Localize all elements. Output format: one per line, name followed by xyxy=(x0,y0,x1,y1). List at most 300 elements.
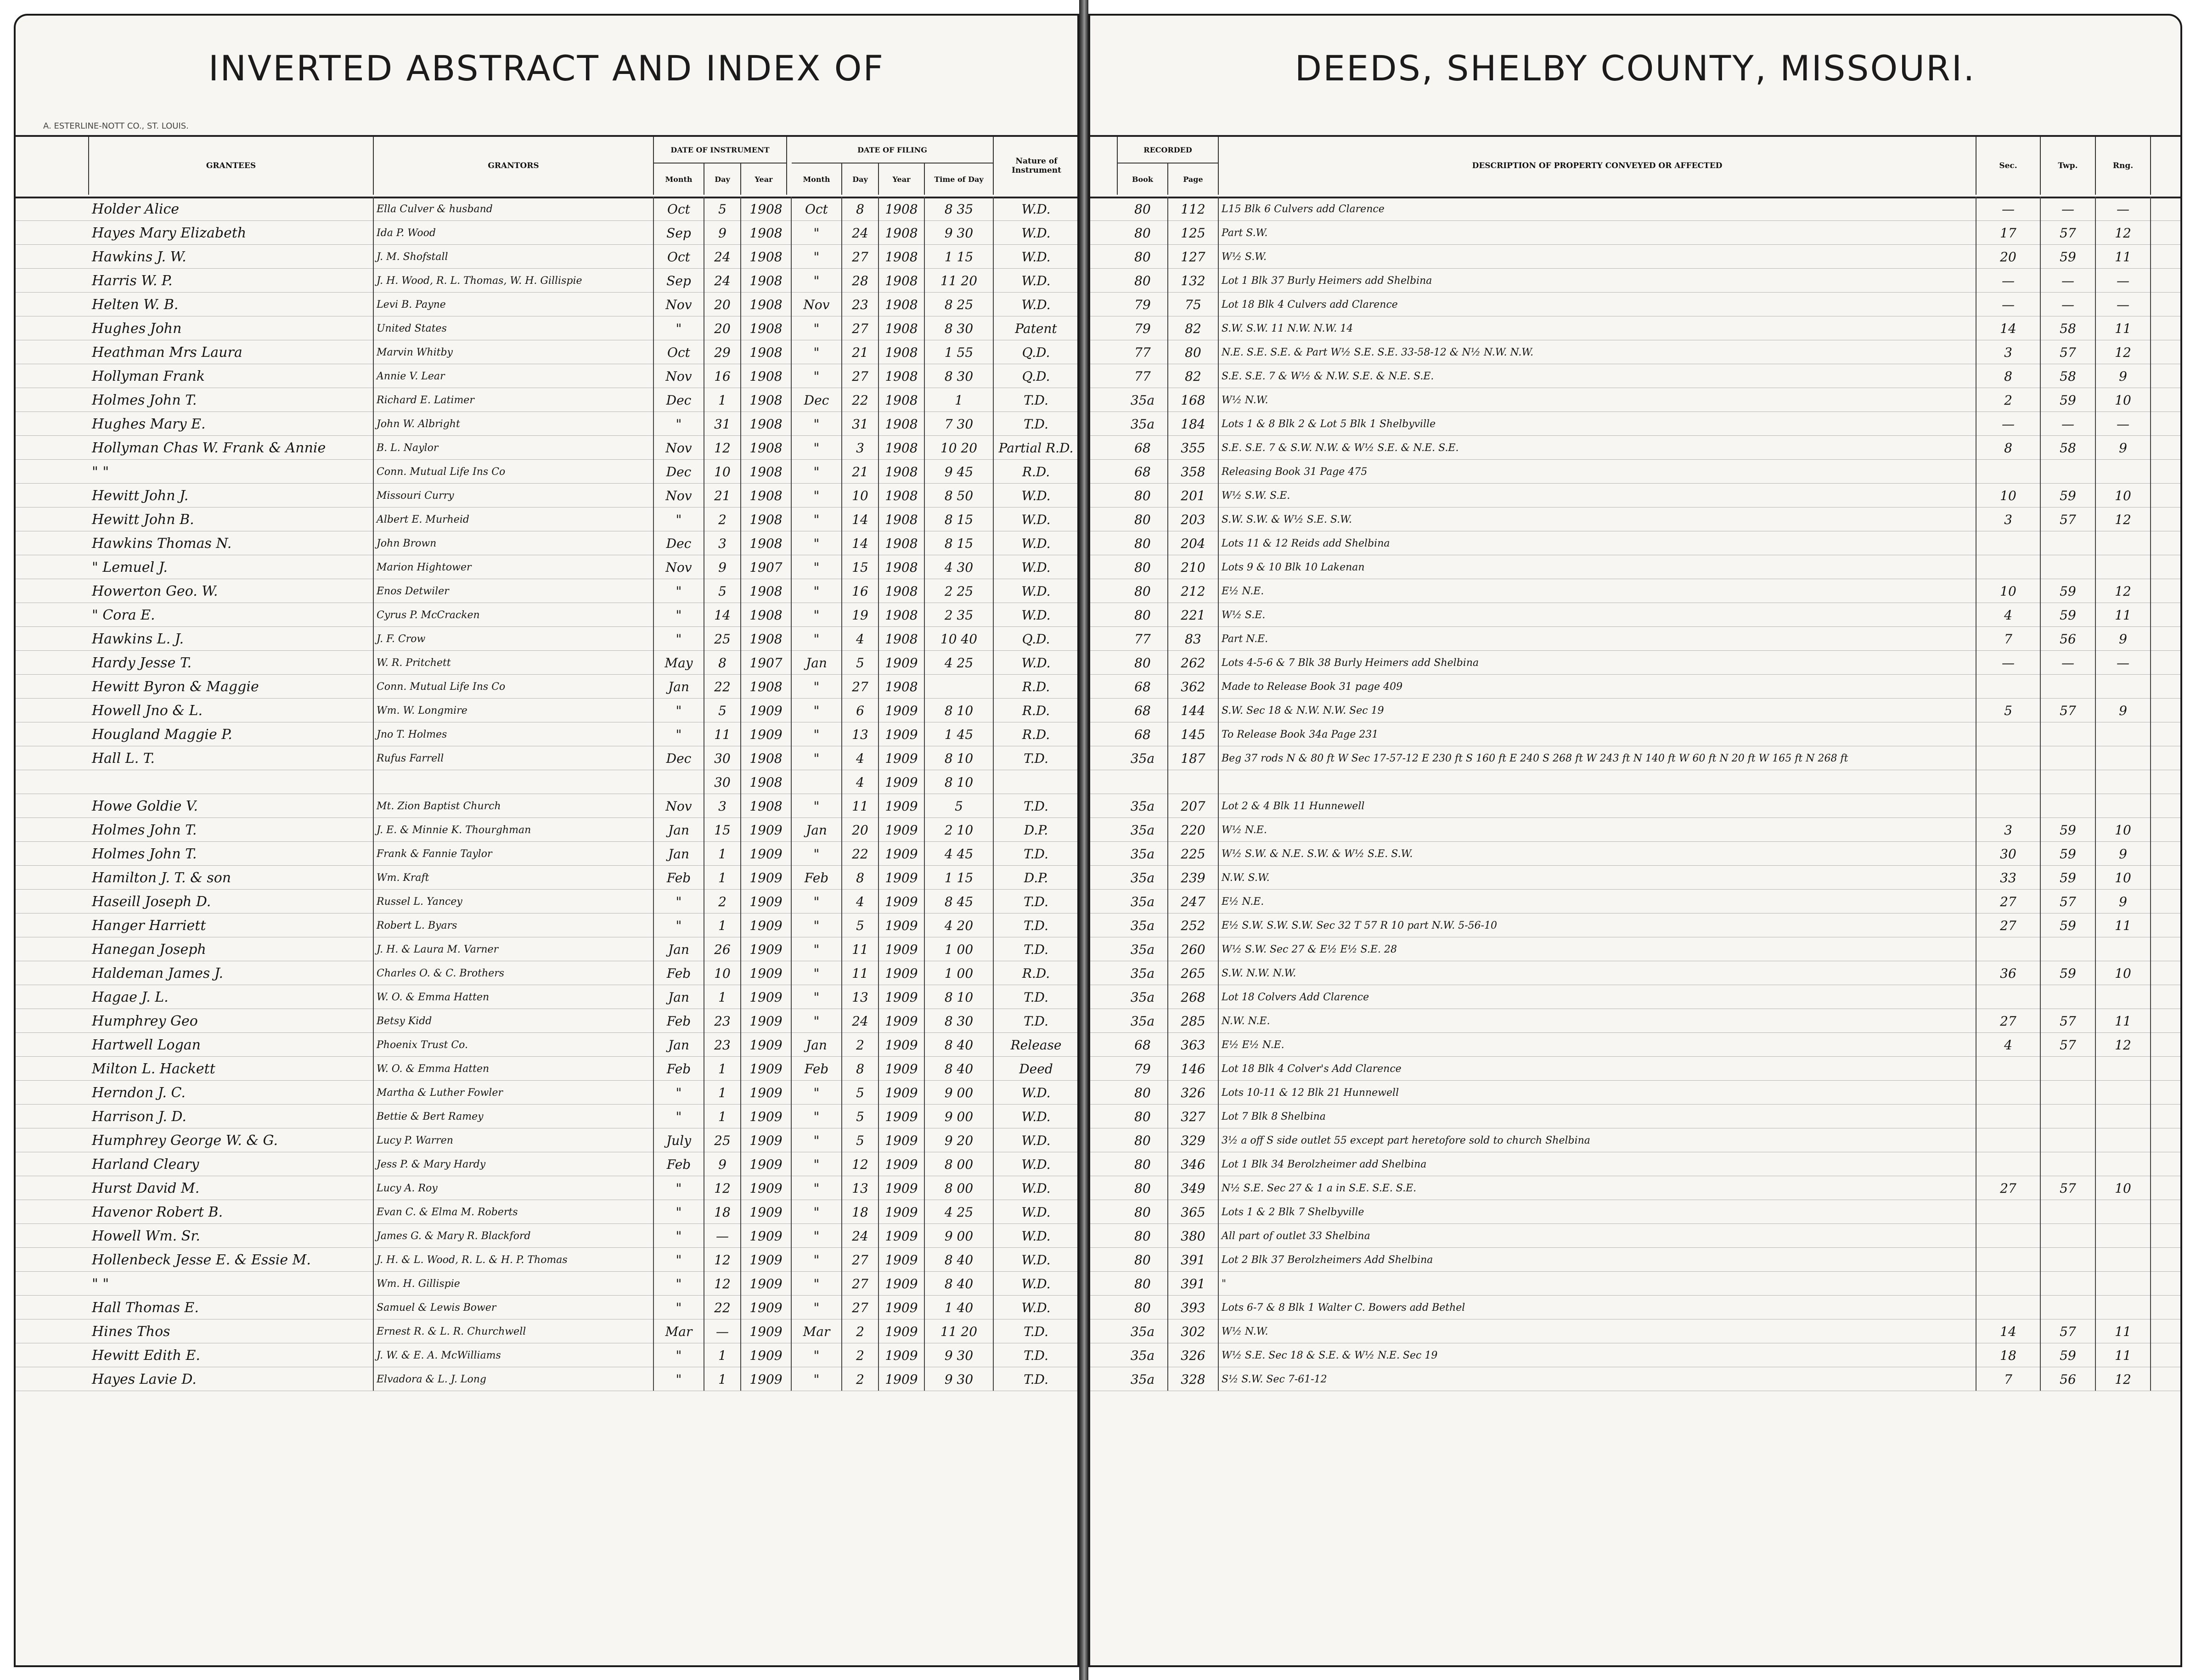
right-entry-row xyxy=(1090,1200,2180,1224)
instrument-month-cell: " xyxy=(654,1080,704,1104)
left-entry-row xyxy=(16,746,1077,770)
sec-cell xyxy=(1976,1223,2041,1247)
nature-cell: T.D. xyxy=(994,794,1079,817)
grantor-cell: Phoenix Trust Co. xyxy=(374,1032,654,1056)
nature-cell: T.D. xyxy=(994,1009,1079,1032)
date-of-instrument-header: DATE OF INSTRUMENT xyxy=(654,137,787,163)
twp-cell xyxy=(2041,794,2096,817)
grantee-cell: Howe Goldie V. xyxy=(89,794,374,817)
rng-cell xyxy=(2096,674,2151,698)
twp-cell: 58 xyxy=(2041,316,2096,340)
time-of-day-cell: 1 xyxy=(925,388,994,412)
twp-cell: — xyxy=(2041,292,2096,316)
description-cell: 3½ a off S side outlet 55 except part heretofore sold to church Shelbina xyxy=(1219,1128,1976,1152)
nature-cell: R.D. xyxy=(994,459,1079,483)
description-cell: Lots 1 & 8 Blk 2 & Lot 5 Blk 1 Shelbyville xyxy=(1219,412,1976,435)
filing-year-cell: 1909 xyxy=(879,1295,925,1319)
grantee-cell: Hollyman Chas W. Frank & Annie xyxy=(89,435,374,459)
page-cell: 391 xyxy=(1168,1247,1219,1271)
instrument-month-cell: " xyxy=(654,913,704,937)
left-entry-row xyxy=(16,913,1077,937)
sec-cell: 7 xyxy=(1976,626,2041,650)
twp-cell: 57 xyxy=(2041,889,2096,913)
grantee-cell: Hewitt John J. xyxy=(89,483,374,507)
description-cell: W½ S.W. & N.E. S.W. & W½ S.E. S.W. xyxy=(1219,841,1976,865)
description-cell: E½ N.E. xyxy=(1219,889,1976,913)
instrument-month-cell: Oct xyxy=(654,244,704,268)
book-cell: 77 xyxy=(1118,364,1168,388)
grantor-cell: Missouri Curry xyxy=(374,483,654,507)
instrument-year-cell: 1908 xyxy=(741,316,792,340)
rng-cell: 11 xyxy=(2096,316,2151,340)
rng-cell: — xyxy=(2096,412,2151,435)
filing-month-cell: " xyxy=(792,1367,842,1391)
twp-cell: 58 xyxy=(2041,364,2096,388)
instrument-year-cell: 1908 xyxy=(741,746,792,770)
right-entry-row xyxy=(1090,889,2180,913)
right-entry-row xyxy=(1090,1343,2180,1367)
twp-cell: 59 xyxy=(2041,913,2096,937)
rng-cell: 10 xyxy=(2096,961,2151,985)
instrument-day-cell: 2 xyxy=(704,889,741,913)
margin-header xyxy=(16,137,89,195)
filing-year-cell: 1909 xyxy=(879,1271,925,1295)
book-cell: 80 xyxy=(1118,1200,1168,1223)
instrument-day-cell: 23 xyxy=(704,1032,741,1056)
instrument-month-cell: " xyxy=(654,1223,704,1247)
description-cell: S.W. N.W. N.W. xyxy=(1219,961,1976,985)
description-cell: Lot 18 Colvers Add Clarence xyxy=(1219,985,1976,1009)
filing-month-cell: " xyxy=(792,1223,842,1247)
description-cell: S.W. S.W. & W½ S.E. S.W. xyxy=(1219,507,1976,531)
nature-cell: Deed xyxy=(994,1056,1079,1080)
page-cell: 239 xyxy=(1168,865,1219,889)
description-cell: Releasing Book 31 Page 475 xyxy=(1219,459,1976,483)
grantee-cell: Haseill Joseph D. xyxy=(89,889,374,913)
right-entry-row xyxy=(1090,1247,2180,1272)
book-cell: 35a xyxy=(1118,746,1168,770)
page-cell: 247 xyxy=(1168,889,1219,913)
page-cell: 220 xyxy=(1168,817,1219,841)
filing-month-cell: " xyxy=(792,626,842,650)
time-of-day-cell: 8 10 xyxy=(925,985,994,1009)
grantor-cell: Ella Culver & husband xyxy=(374,197,654,220)
rng-cell: 10 xyxy=(2096,1176,2151,1200)
filing-month-cell: " xyxy=(792,1343,842,1367)
left-entry-row xyxy=(16,1343,1077,1367)
time-of-day-cell: 4 30 xyxy=(925,555,994,579)
page-cell: 203 xyxy=(1168,507,1219,531)
filing-day-cell: 2 xyxy=(842,1367,879,1391)
filing-day-cell: 24 xyxy=(842,1223,879,1247)
grantor-cell: Mt. Zion Baptist Church xyxy=(374,794,654,817)
filing-year-cell: 1909 xyxy=(879,770,925,794)
filing-year-cell: 1909 xyxy=(879,985,925,1009)
filing-year-cell: 1909 xyxy=(879,1319,925,1343)
nature-cell: W.D. xyxy=(994,268,1079,292)
time-of-day-cell: 8 30 xyxy=(925,364,994,388)
instrument-year-cell: 1909 xyxy=(741,1343,792,1367)
filing-year-header: Year xyxy=(879,163,925,195)
filing-month-cell: " xyxy=(792,794,842,817)
book-cell: 80 xyxy=(1118,197,1168,220)
time-of-day-cell: 8 10 xyxy=(925,770,994,794)
book-cell: 80 xyxy=(1118,507,1168,531)
filing-year-cell: 1909 xyxy=(879,1152,925,1176)
instrument-year-cell: 1908 xyxy=(741,531,792,555)
grantor-cell: United States xyxy=(374,316,654,340)
grantee-cell: Hughes John xyxy=(89,316,374,340)
book-cell: 68 xyxy=(1118,435,1168,459)
grantor-cell: W. O. & Emma Hatten xyxy=(374,1056,654,1080)
grantor-cell: Marvin Whitby xyxy=(374,340,654,364)
filing-year-cell: 1908 xyxy=(879,197,925,220)
grantor-cell: Frank & Fannie Taylor xyxy=(374,841,654,865)
book-cell: 80 xyxy=(1118,268,1168,292)
right-entry-row xyxy=(1090,268,2180,293)
rng-cell: 10 xyxy=(2096,817,2151,841)
page-cell: 380 xyxy=(1168,1223,1219,1247)
left-entry-row xyxy=(16,244,1077,269)
grantee-cell: Hayes Mary Elizabeth xyxy=(89,220,374,244)
rng-cell: — xyxy=(2096,197,2151,220)
filing-year-cell: 1909 xyxy=(879,794,925,817)
book-cell: 68 xyxy=(1118,698,1168,722)
instrument-year-cell: 1908 xyxy=(741,579,792,603)
instrument-year-cell: 1909 xyxy=(741,841,792,865)
nature-cell: W.D. xyxy=(994,1223,1079,1247)
nature-cell: W.D. xyxy=(994,650,1079,674)
grantee-cell: Hougland Maggie P. xyxy=(89,722,374,746)
description-cell: To Release Book 34a Page 231 xyxy=(1219,722,1976,746)
time-of-day-cell: 8 25 xyxy=(925,292,994,316)
twp-cell: 59 xyxy=(2041,817,2096,841)
instrument-day-cell: 25 xyxy=(704,626,741,650)
instrument-year-cell: 1908 xyxy=(741,483,792,507)
book-cell: 80 xyxy=(1118,579,1168,603)
nature-cell: W.D. xyxy=(994,1295,1079,1319)
rng-cell xyxy=(2096,531,2151,555)
filing-year-cell: 1909 xyxy=(879,1247,925,1271)
filing-month-cell: " xyxy=(792,698,842,722)
twp-cell: 59 xyxy=(2041,961,2096,985)
filing-month-cell: " xyxy=(792,1080,842,1104)
instrument-day-cell: — xyxy=(704,1319,741,1343)
instrument-day-cell: 10 xyxy=(704,961,741,985)
twp-cell: 56 xyxy=(2041,626,2096,650)
instrument-year-cell: 1909 xyxy=(741,1367,792,1391)
twp-cell: 57 xyxy=(2041,1009,2096,1032)
twp-cell xyxy=(2041,937,2096,961)
book-cell: 35a xyxy=(1118,1367,1168,1391)
grantor-cell: Wm. Kraft xyxy=(374,865,654,889)
instrument-day-cell: — xyxy=(704,1223,741,1247)
time-of-day-cell: 8 50 xyxy=(925,483,994,507)
grantee-cell: Hayes Lavie D. xyxy=(89,1367,374,1391)
right-entry-row xyxy=(1090,531,2180,555)
instrument-year-cell: 1908 xyxy=(741,674,792,698)
nature-cell: W.D. xyxy=(994,1176,1079,1200)
instrument-day-cell: 5 xyxy=(704,197,741,220)
instrument-day-cell: 1 xyxy=(704,1080,741,1104)
nature-cell: W.D. xyxy=(994,555,1079,579)
book-gutter xyxy=(1079,0,1088,1680)
twp-cell xyxy=(2041,531,2096,555)
left-entry-row xyxy=(16,889,1077,913)
page-cell: 82 xyxy=(1168,364,1219,388)
filing-month-cell: " xyxy=(792,316,842,340)
filing-year-cell: 1909 xyxy=(879,1367,925,1391)
book-cell: 80 xyxy=(1118,483,1168,507)
page-cell: 391 xyxy=(1168,1271,1219,1295)
instrument-day-cell: 1 xyxy=(704,1367,741,1391)
instrument-year-cell: 1908 xyxy=(741,507,792,531)
filing-year-cell: 1909 xyxy=(879,1223,925,1247)
instrument-day-cell: 24 xyxy=(704,268,741,292)
book-cell: 35a xyxy=(1118,985,1168,1009)
rng-cell xyxy=(2096,555,2151,579)
book-cell: 35a xyxy=(1118,913,1168,937)
description-cell: Lot 1 Blk 34 Berolzheimer add Shelbina xyxy=(1219,1152,1976,1176)
nature-cell: W.D. xyxy=(994,603,1079,626)
left-entry-row xyxy=(16,340,1077,364)
rng-cell: 12 xyxy=(2096,1367,2151,1391)
filing-day-cell: 27 xyxy=(842,1271,879,1295)
grantee-cell: Milton L. Hackett xyxy=(89,1056,374,1080)
grantor-cell: J. W. & E. A. McWilliams xyxy=(374,1343,654,1367)
instrument-month-cell: Jan xyxy=(654,1032,704,1056)
nature-cell: T.D. xyxy=(994,388,1079,412)
filing-year-cell: 1908 xyxy=(879,364,925,388)
rng-cell: 12 xyxy=(2096,340,2151,364)
right-entry-row xyxy=(1090,316,2180,340)
grantor-cell: Cyrus P. McCracken xyxy=(374,603,654,626)
instrument-day-cell: 1 xyxy=(704,1343,741,1367)
instrument-day-cell: 3 xyxy=(704,531,741,555)
page-cell: 201 xyxy=(1168,483,1219,507)
page-cell: 127 xyxy=(1168,244,1219,268)
right-entry-row xyxy=(1090,579,2180,603)
twp-cell xyxy=(2041,1128,2096,1152)
twp-cell: 59 xyxy=(2041,388,2096,412)
instrument-day-cell: 1 xyxy=(704,1056,741,1080)
filing-day-cell: 5 xyxy=(842,650,879,674)
grantee-cell: " " xyxy=(89,459,374,483)
nature-cell: T.D. xyxy=(994,889,1079,913)
grantor-cell: J. H. Wood, R. L. Thomas, W. H. Gillispie xyxy=(374,268,654,292)
time-of-day-cell: 8 45 xyxy=(925,889,994,913)
filing-year-cell: 1909 xyxy=(879,746,925,770)
page-cell: 260 xyxy=(1168,937,1219,961)
twp-header: Twp. xyxy=(2041,137,2096,195)
nature-cell: W.D. xyxy=(994,1247,1079,1271)
filing-month-cell: " xyxy=(792,531,842,555)
filing-month-cell: " xyxy=(792,841,842,865)
description-cell: Lots 6-7 & 8 Blk 1 Walter C. Bowers add Bethel xyxy=(1219,1295,1976,1319)
filing-year-cell: 1909 xyxy=(879,1128,925,1152)
instrument-day-header: Day xyxy=(704,163,741,195)
filing-day-cell: 8 xyxy=(842,865,879,889)
rng-cell xyxy=(2096,459,2151,483)
filing-year-cell: 1908 xyxy=(879,435,925,459)
filing-month-cell: " xyxy=(792,1009,842,1032)
twp-cell: — xyxy=(2041,268,2096,292)
twp-cell: — xyxy=(2041,650,2096,674)
right-entry-row xyxy=(1090,817,2180,842)
instrument-month-cell: Feb xyxy=(654,961,704,985)
time-of-day-cell: 4 25 xyxy=(925,1200,994,1223)
instrument-day-cell: 5 xyxy=(704,698,741,722)
filing-day-cell: 21 xyxy=(842,459,879,483)
time-of-day-cell: 2 35 xyxy=(925,603,994,626)
description-cell: S½ S.W. Sec 7-61-12 xyxy=(1219,1367,1976,1391)
nature-cell: W.D. xyxy=(994,1128,1079,1152)
filing-day-cell: 13 xyxy=(842,722,879,746)
grantor-cell: W. O. & Emma Hatten xyxy=(374,985,654,1009)
grantor-cell: Charles O. & C. Brothers xyxy=(374,961,654,985)
right-entry-row xyxy=(1090,244,2180,269)
nature-cell: R.D. xyxy=(994,961,1079,985)
filing-month-cell: " xyxy=(792,913,842,937)
nature-cell: Q.D. xyxy=(994,364,1079,388)
rng-cell: 9 xyxy=(2096,435,2151,459)
instrument-month-cell: " xyxy=(654,1200,704,1223)
instrument-day-cell: 11 xyxy=(704,722,741,746)
grantee-cell: Hewitt Edith E. xyxy=(89,1343,374,1367)
time-of-day-cell: 9 30 xyxy=(925,1343,994,1367)
left-header-row xyxy=(16,135,1077,198)
instrument-year-cell: 1908 xyxy=(741,340,792,364)
nature-cell: Q.D. xyxy=(994,626,1079,650)
instrument-day-cell: 3 xyxy=(704,794,741,817)
right-entry-row xyxy=(1090,1223,2180,1248)
left-entry-row xyxy=(16,865,1077,890)
filing-day-cell: 27 xyxy=(842,364,879,388)
page-cell: 328 xyxy=(1168,1367,1219,1391)
instrument-day-cell: 1 xyxy=(704,388,741,412)
rng-cell: 11 xyxy=(2096,1319,2151,1343)
instrument-month-cell: " xyxy=(654,579,704,603)
instrument-day-cell: 1 xyxy=(704,865,741,889)
sec-cell xyxy=(1976,531,2041,555)
book-cell: 80 xyxy=(1118,1080,1168,1104)
grantee-cell: Harris W. P. xyxy=(89,268,374,292)
nature-cell: W.D. xyxy=(994,1104,1079,1128)
twp-cell xyxy=(2041,1056,2096,1080)
left-entry-row xyxy=(16,1223,1077,1248)
instrument-month-cell: Jan xyxy=(654,937,704,961)
instrument-day-cell: 22 xyxy=(704,674,741,698)
instrument-day-cell: 9 xyxy=(704,220,741,244)
instrument-day-cell: 26 xyxy=(704,937,741,961)
filing-year-cell: 1908 xyxy=(879,340,925,364)
grantee-cell: Holmes John T. xyxy=(89,841,374,865)
instrument-year-cell: 1909 xyxy=(741,1271,792,1295)
instrument-year-header: Year xyxy=(741,163,787,195)
right-entry-row xyxy=(1090,220,2180,245)
filing-day-cell: 2 xyxy=(842,1343,879,1367)
filing-month-cell: " xyxy=(792,459,842,483)
nature-cell: W.D. xyxy=(994,292,1079,316)
description-cell: L15 Blk 6 Culvers add Clarence xyxy=(1219,197,1976,220)
filing-year-cell: 1908 xyxy=(879,244,925,268)
book-cell: 80 xyxy=(1118,220,1168,244)
left-entry-row xyxy=(16,698,1077,722)
instrument-year-cell: 1909 xyxy=(741,1080,792,1104)
grantor-cell: Martha & Luther Fowler xyxy=(374,1080,654,1104)
instrument-day-cell: 30 xyxy=(704,746,741,770)
right-page-title: DEEDS, SHELBY COUNTY, MISSOURI. xyxy=(1295,48,1976,89)
grantee-cell: Hagae J. L. xyxy=(89,985,374,1009)
instrument-month-cell: Oct xyxy=(654,340,704,364)
left-entry-row xyxy=(16,1152,1077,1176)
grantor-cell: Wm. H. Gillispie xyxy=(374,1271,654,1295)
filing-month-cell: " xyxy=(792,1104,842,1128)
left-entry-row xyxy=(16,1200,1077,1224)
time-of-day-cell: 8 15 xyxy=(925,507,994,531)
right-entry-row xyxy=(1090,841,2180,866)
right-entry-row xyxy=(1090,340,2180,364)
instrument-month-cell: " xyxy=(654,316,704,340)
filing-day-cell: 11 xyxy=(842,961,879,985)
filing-year-cell: 1908 xyxy=(879,268,925,292)
grantor-cell: Evan C. & Elma M. Roberts xyxy=(374,1200,654,1223)
page-cell: 302 xyxy=(1168,1319,1219,1343)
left-entry-row xyxy=(16,1080,1077,1105)
filing-month-cell: " xyxy=(792,1271,842,1295)
grantee-cell: " Lemuel J. xyxy=(89,555,374,579)
time-of-day-cell: 8 40 xyxy=(925,1271,994,1295)
left-entry-row xyxy=(16,435,1077,460)
grantor-cell: Conn. Mutual Life Ins Co xyxy=(374,674,654,698)
sec-cell: — xyxy=(1976,197,2041,220)
description-cell: Made to Release Book 31 page 409 xyxy=(1219,674,1976,698)
filing-day-cell: 13 xyxy=(842,1176,879,1200)
instrument-day-cell: 8 xyxy=(704,650,741,674)
filing-month-cell: Feb xyxy=(792,865,842,889)
right-entry-row xyxy=(1090,961,2180,985)
sec-cell xyxy=(1976,794,2041,817)
filing-year-cell: 1909 xyxy=(879,722,925,746)
twp-cell: 59 xyxy=(2041,865,2096,889)
instrument-day-cell: 23 xyxy=(704,1009,741,1032)
time-of-day-cell: 8 40 xyxy=(925,1032,994,1056)
filing-year-cell: 1909 xyxy=(879,1080,925,1104)
twp-cell: 57 xyxy=(2041,1319,2096,1343)
nature-cell: W.D. xyxy=(994,1200,1079,1223)
filing-month-cell: " xyxy=(792,1176,842,1200)
left-entry-row xyxy=(16,770,1077,794)
instrument-month-cell: Nov xyxy=(654,794,704,817)
sec-cell: 2 xyxy=(1976,388,2041,412)
rng-cell xyxy=(2096,1152,2151,1176)
nature-cell: W.D. xyxy=(994,1080,1079,1104)
sec-cell: — xyxy=(1976,650,2041,674)
grantee-cell: Holder Alice xyxy=(89,197,374,220)
instrument-month-cell: Feb xyxy=(654,1056,704,1080)
left-page-title: INVERTED ABSTRACT AND INDEX OF xyxy=(208,48,885,89)
filing-day-cell: 27 xyxy=(842,316,879,340)
instrument-year-cell: 1909 xyxy=(741,937,792,961)
grantor-cell: Lucy P. Warren xyxy=(374,1128,654,1152)
description-cell: N.W. N.E. xyxy=(1219,1009,1976,1032)
book-cell: 77 xyxy=(1118,626,1168,650)
book-cell: 79 xyxy=(1118,292,1168,316)
description-cell: W½ N.E. xyxy=(1219,817,1976,841)
filing-year-cell: 1909 xyxy=(879,1032,925,1056)
left-entry-row xyxy=(16,603,1077,627)
book-cell: 35a xyxy=(1118,841,1168,865)
